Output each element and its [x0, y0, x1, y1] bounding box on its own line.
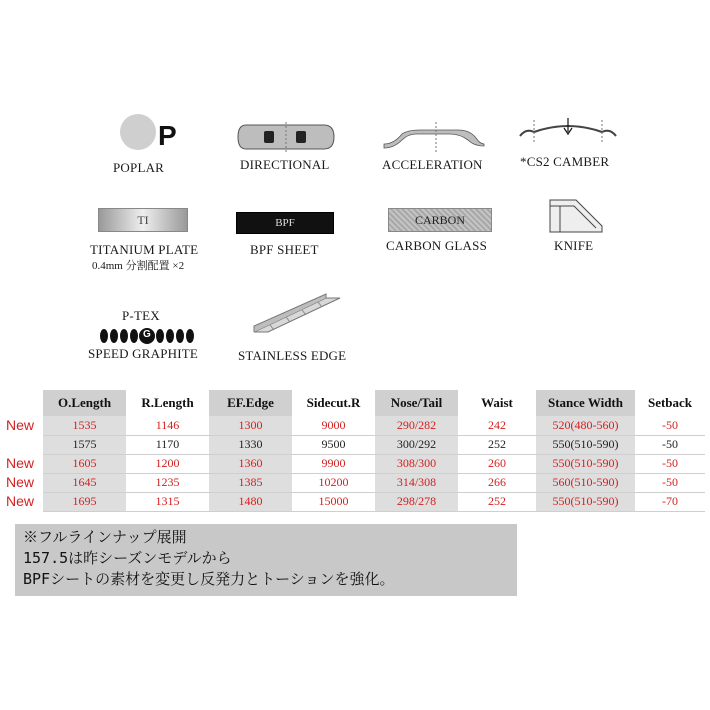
table-cell: 1330 — [209, 435, 292, 454]
note-line: ※フルラインナップ展開 — [23, 528, 187, 546]
table-row — [43, 492, 705, 511]
new-marker: New — [6, 455, 35, 471]
col-header: EF.Edge — [209, 390, 292, 416]
table-row — [43, 435, 705, 454]
col-header: O.Length — [43, 390, 126, 416]
table-cell: 1645 — [43, 473, 126, 492]
stainless-label: STAINLESS EDGE — [238, 348, 347, 363]
table-cell: 1170 — [126, 435, 209, 454]
note-line: 157.5は昨シーズンモデルから — [23, 549, 232, 567]
table-cell: -50 — [635, 416, 705, 435]
table-header-row — [43, 390, 705, 416]
camber-label: *CS2 CAMBER — [520, 154, 610, 169]
table-cell: 1360 — [209, 454, 292, 473]
table-cell: 260 — [458, 454, 536, 473]
table-cell: 9500 — [292, 435, 375, 454]
table-cell: -70 — [635, 492, 705, 511]
table-cell: 560(510-590) — [536, 473, 635, 492]
table-cell: 1575 — [43, 435, 126, 454]
table-cell: 252 — [458, 435, 536, 454]
new-marker: New — [6, 474, 35, 490]
table-cell: 1695 — [43, 492, 126, 511]
feature-titanium — [86, 208, 206, 270]
table-cell: -50 — [635, 435, 705, 454]
table-cell: -50 — [635, 473, 705, 492]
bpf-label: BPF SHEET — [250, 242, 319, 257]
col-header: Nose/Tail — [375, 390, 458, 416]
carbon-label: CARBON GLASS — [386, 238, 488, 253]
table-cell: 252 — [458, 492, 536, 511]
feature-carbon — [384, 208, 494, 256]
col-header: Waist — [481, 395, 513, 410]
feature-poplar — [110, 112, 190, 182]
table-row — [43, 416, 705, 435]
camber-profile-icon — [518, 118, 618, 144]
titanium-badge: TI — [137, 213, 149, 227]
feature-knife — [540, 196, 610, 256]
new-marker: New — [6, 493, 35, 509]
table-cell: 314/308 — [375, 473, 458, 492]
col-header: R.Length — [141, 395, 194, 410]
directional-label: DIRECTIONAL — [240, 157, 330, 172]
feature-camber — [514, 118, 624, 178]
stainless-edge-icon — [240, 292, 350, 338]
table-cell: 520(480-560) — [536, 416, 635, 435]
new-marker: New — [6, 417, 35, 433]
table-cell: 1146 — [126, 416, 209, 435]
acceleration-label: ACCELERATION — [382, 157, 483, 172]
knife-label: KNIFE — [554, 238, 594, 253]
table-cell: 1480 — [209, 492, 292, 511]
table-cell: 1235 — [126, 473, 209, 492]
table-cell: 550(510-590) — [536, 454, 635, 473]
table-cell: -50 — [635, 454, 705, 473]
table-cell: 1315 — [126, 492, 209, 511]
feature-directional — [232, 120, 342, 182]
bpf-sheet-icon — [236, 212, 334, 234]
acceleration-profile-icon — [380, 122, 485, 152]
table-row — [43, 473, 705, 492]
table-cell: 1385 — [209, 473, 292, 492]
table-cell: 550(510-590) — [536, 492, 635, 511]
table-cell: 266 — [458, 473, 536, 492]
table-cell: 298/278 — [375, 492, 458, 511]
table-cell: 550(510-590) — [536, 435, 635, 454]
poplar-letter: P — [158, 120, 177, 151]
titanium-label: TITANIUM PLATE — [90, 242, 199, 257]
table-cell: 9000 — [292, 416, 375, 435]
feature-acceleration — [378, 122, 493, 182]
table-cell: 290/282 — [375, 416, 458, 435]
table-row — [43, 454, 705, 473]
note-line: BPFシートの素材を変更し反発力とトーションを強化。 — [23, 570, 395, 588]
directional-board-icon — [236, 122, 336, 152]
col-header: Sidecut.R — [306, 395, 361, 410]
titanium-plate-icon — [98, 208, 188, 232]
bpf-badge: BPF — [275, 217, 295, 229]
col-header: Stance Width — [536, 390, 635, 416]
poplar-circle-icon — [118, 112, 188, 156]
table-cell: 9900 — [292, 454, 375, 473]
spec-table — [43, 390, 705, 512]
note-box — [15, 524, 517, 596]
knife-edge-icon — [546, 196, 608, 234]
table-cell: 15000 — [292, 492, 375, 511]
col-header: Setback — [647, 395, 693, 410]
feature-ptex — [86, 308, 206, 364]
table-cell: 242 — [458, 416, 536, 435]
ptex-badge: G — [143, 329, 151, 340]
carbon-badge: CARBON — [414, 213, 465, 227]
ptex-label: SPEED GRAPHITE — [88, 346, 199, 361]
new-markers — [6, 416, 42, 511]
ptex-top-label: P-TEX — [122, 308, 160, 323]
titanium-sub: 0.4mm 分割配置 ×2 — [92, 260, 185, 272]
carbon-glass-icon — [388, 208, 492, 232]
table-cell: 1200 — [126, 454, 209, 473]
table-cell: 300/292 — [375, 435, 458, 454]
poplar-label: POPLAR — [113, 160, 165, 175]
table-cell: 308/300 — [375, 454, 458, 473]
table-cell: 1300 — [209, 416, 292, 435]
table-cell: 10200 — [292, 473, 375, 492]
table-cell: 1535 — [43, 416, 126, 435]
new-marker — [6, 435, 42, 454]
feature-bpf — [236, 212, 336, 260]
feature-stainless — [234, 292, 354, 364]
table-cell: 1605 — [43, 454, 126, 473]
